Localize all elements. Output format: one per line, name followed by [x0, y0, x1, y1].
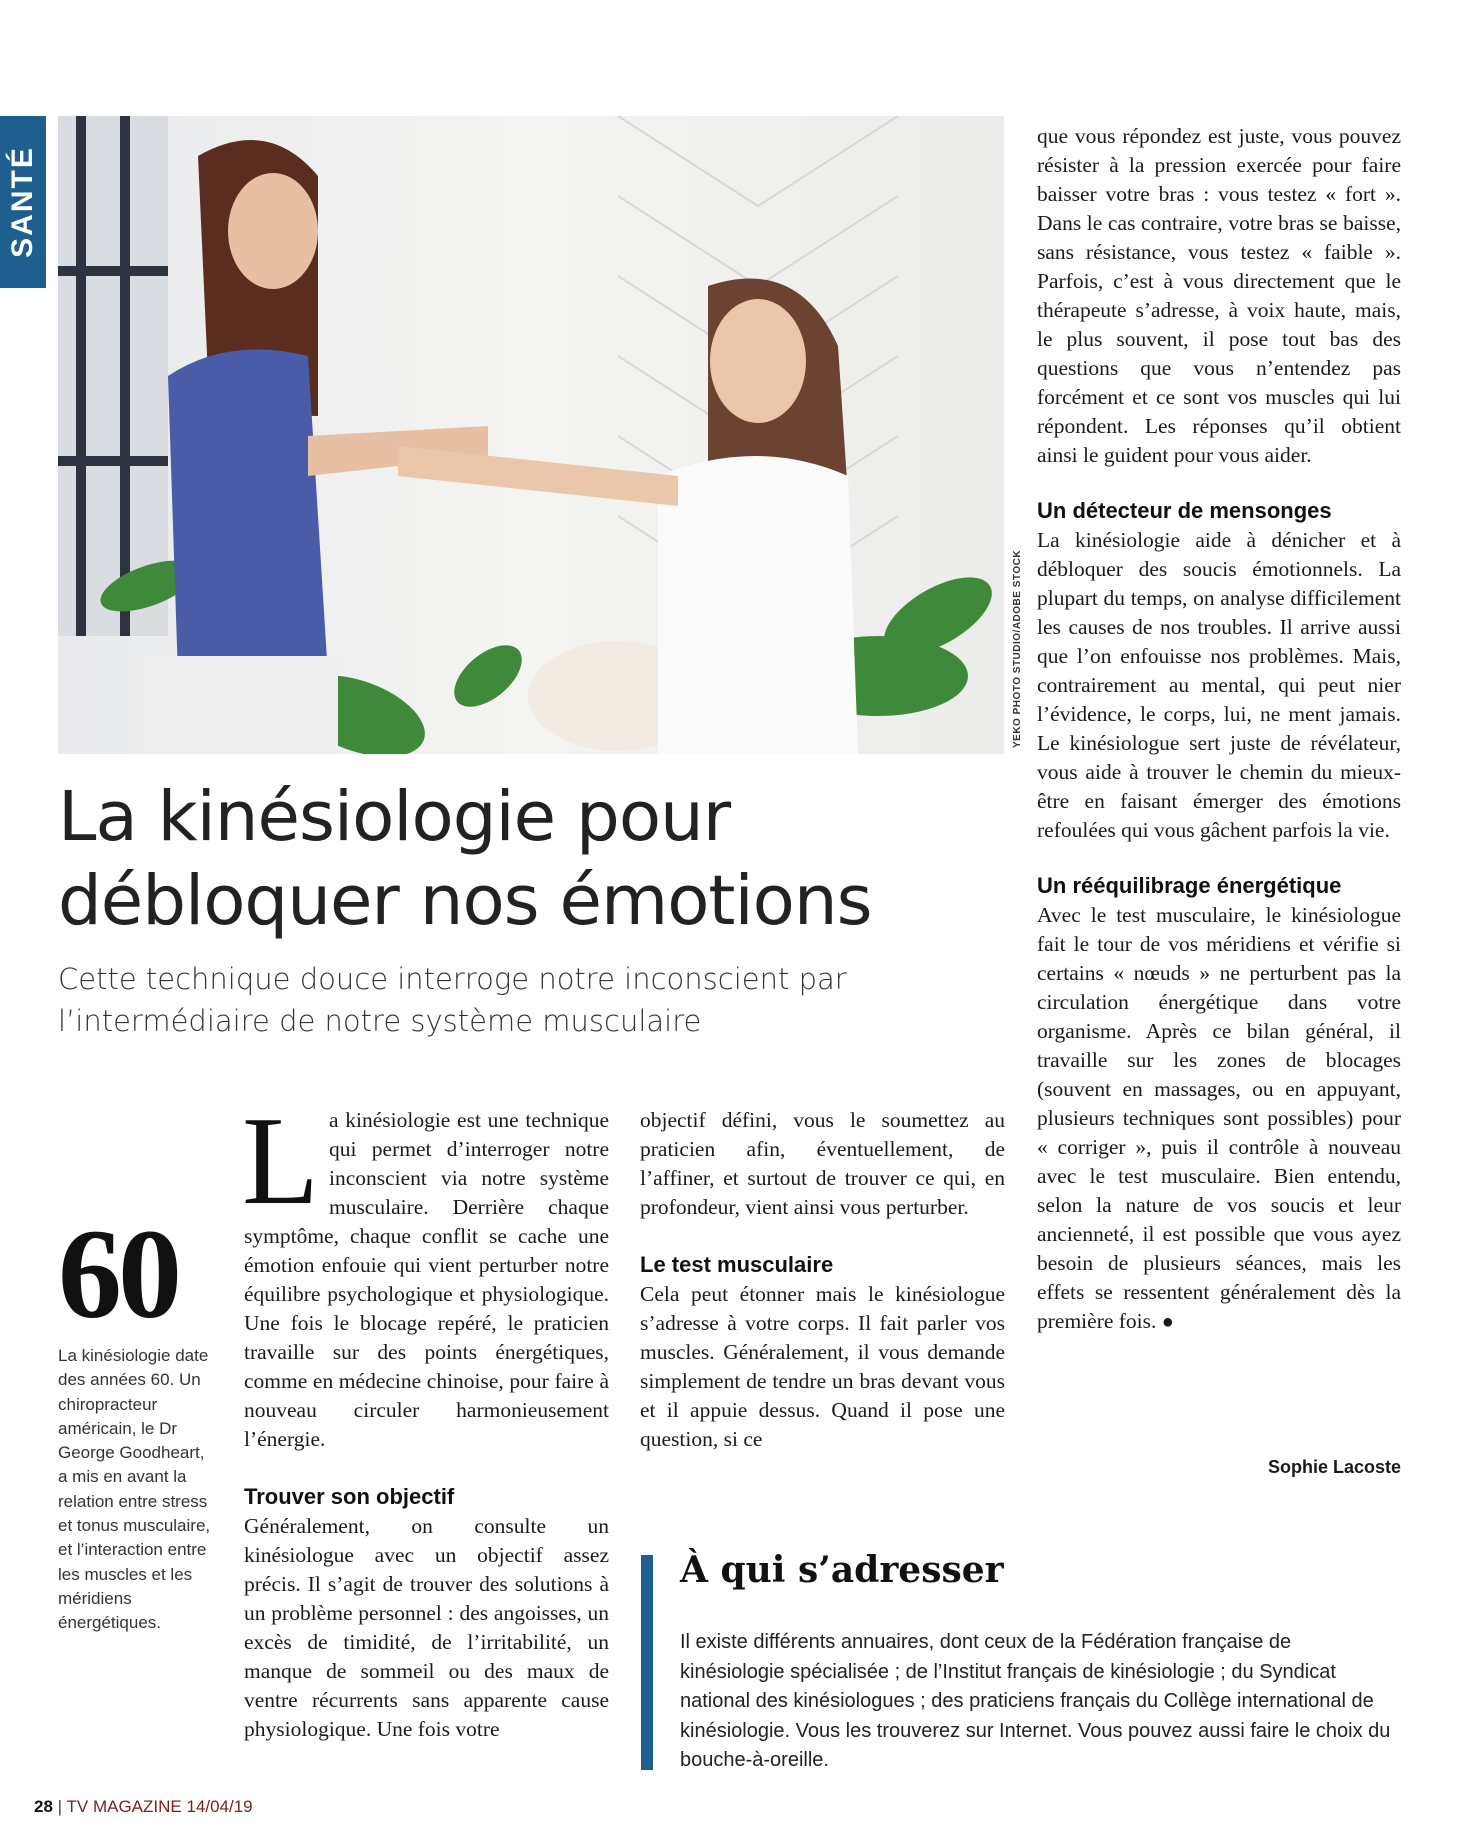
- paragraph-trouver-objectif: Généralement, on consulte un kinésiologue avec un objectif assez précis. Il s’agit de trouver des solutions à un problème personnel : des angoisses, un excès de timidité, de l’irritabilité, un manque de sommeil ou des maux de ventre récurrents sans apparente cause physiologique. Une fois votre: [244, 1514, 609, 1741]
- magazine-issue: TV MAGAZINE 14/04/19: [66, 1797, 253, 1816]
- article-photo: [58, 116, 1004, 754]
- column-1: [242, 1092, 609, 1744]
- photo-credit: YEKO PHOTO STUDIO/ADOBE STOCK: [1012, 549, 1023, 748]
- box-text: Il existe différents annuaires, dont ceux de la Fédération française de kinésiologie spécialisée ; de l’Institut français de kinésiologie ; du Syndicat national des kinésiologues ; des praticiens français du Collège international de kinésiologie. Vous les trouverez sur Internet. Vous pouvez aussi faire le choix du bouche-à-oreille.: [680, 1631, 1391, 1771]
- end-mark: ●: [1161, 1311, 1174, 1333]
- column-3: [1037, 122, 1401, 1337]
- subhead-reequilibrage: Un rééquilibrage énergétique: [1037, 873, 1342, 898]
- page-footer: [34, 1797, 253, 1817]
- drop-cap: L: [242, 1092, 319, 1231]
- subhead-trouver-objectif: Trouver son objectif: [244, 1484, 455, 1509]
- stat-caption: La kinésiologie date des années 60. Un chiropracteur américain, le Dr George Goodheart, a mis en avant la relation entre stress et tonus musculaire, et l’interaction entre les muscles et les méridiens énergétiques.: [58, 1346, 211, 1633]
- paragraph-trouver-objectif-cont: objectif défini, vous le soumettez au praticien afin, éventuellement, de l’affiner, et surtout de trouver ce qui, en profondeur, vient ainsi vous perturber.: [640, 1108, 1005, 1219]
- photo-illustration: [58, 116, 1004, 754]
- intro-paragraph: [242, 1092, 609, 1454]
- section-tab: [0, 116, 46, 288]
- box-title: À qui s’adresser: [680, 1549, 1004, 1591]
- paragraph-detecteur: La kinésiologie aide à dénicher et à débloquer des soucis émotionnels. La plupart du temps, on analyse difficilement les causes de nos troubles. Il arrive aussi que l’on enfouisse nos problèmes. Mais, contrairement au mental, qui peut nier l’évidence, le corps, lui, ne ment jamais. Le kinésiologue sert juste de révélateur, vous aide à trouver le chemin du mieux-être en faisant émerger des émotions refoulées qui vous gâchent parfois la vie.: [1037, 528, 1401, 842]
- standfirst: Cette technique douce interroge notre inconscient par l’intermédiaire de notre système musculaire: [58, 962, 847, 1038]
- subhead-detecteur: Un détecteur de mensonges: [1037, 498, 1332, 523]
- paragraph-reequilibrage: [1037, 901, 1401, 1337]
- paragraph-test-musculaire-cont: que vous répondez est juste, vous pouvez résister à la pression exercée pour faire baisser votre bras : vous testez « fort ». Dans le cas contraire, votre bras se baisse, sans résistance, vous testez « faible ». Parfois, c’est à vous directement que le thérapeute s’adresse, à voix haute, mais, le plus souvent, il pose tout bas des questions que vous n’entendez pas forcément et ce sont vos muscles qui lui répondent. Les réponses qu’il obtient ainsi le guident pour vous aider.: [1037, 124, 1401, 467]
- page-number: 28: [34, 1797, 53, 1816]
- section-label: SANTÉ: [6, 146, 39, 258]
- stat-number: 60: [58, 1203, 178, 1345]
- intro-text: a kinésiologie est une technique qui permet d’interroger notre inconscient via notre système musculaire. Derrière chaque symptôme, chaque conflit se cache une émotion enfouie qui vient perturber notre équilibre psychologique et physiologique. Une fois le blocage repéré, le praticien travaille sur des points énergétiques, comme en médecine chinoise, pour faire à nouveau circuler harmonieusement l’énergie.: [244, 1108, 609, 1451]
- footer-separator: |: [57, 1797, 63, 1816]
- column-2: [640, 1106, 1005, 1454]
- author-signature: Sophie Lacoste: [1267, 1457, 1401, 1477]
- headline: La kinésiologie pour débloquer nos émotions: [58, 777, 872, 941]
- reequilibrage-text: Avec le test musculaire, le kinésiologue fait le tour de vos méridiens et vérifie si certains « nœuds » ne perturbent pas la circulation énergétique dans votre organisme. Après ce bilan général, il travaille sur les zones de blocages (souvent en massages, ou en appuyant, plusieurs techniques sont possibles) pour « corriger », puis il contrôle à nouveau avec le test musculaire. Bien entendu, selon la nature de vos soucis et leur ancienneté, il est possible que vous ayez besoin de plusieurs séances, mais les effets se ressentent généralement dès la première fois.: [1037, 903, 1401, 1333]
- subhead-test-musculaire: Le test musculaire: [640, 1252, 834, 1277]
- box-accent-bar: [641, 1555, 653, 1770]
- paragraph-test-musculaire: Cela peut étonner mais le kinésiologue s’adresse à votre corps. Il fait parler vos muscles. Généralement, il vous demande simplement de tendre un bras devant vous et il appuie dessus. Quand il pose une question, si ce: [640, 1282, 1005, 1451]
